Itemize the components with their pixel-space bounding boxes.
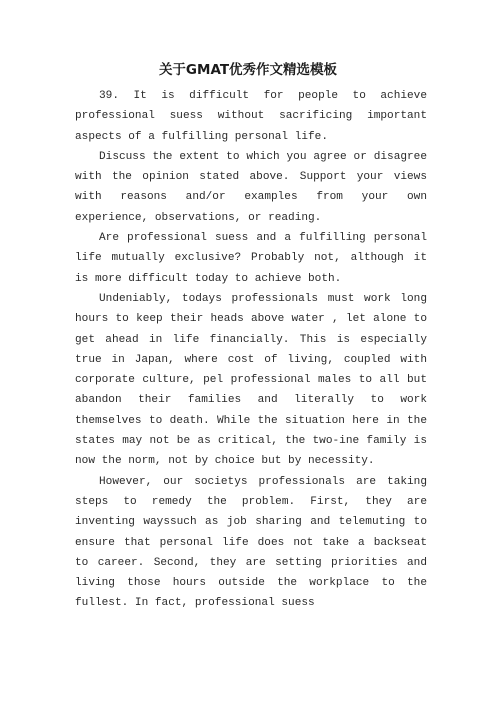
body-paragraph-1: Undeniably, todays professionals must work long hours to keep their heads above water , let alone to get ahead in life financially. This is especially true in Japan, where cost of living, coupled with corporate culture, pel professional males to all but abandon their families and literally to work themselves to death. While the situation here in the states may not be as critical, the two-ine family is now the norm, not by choice but by necessity. xyxy=(75,292,427,468)
instructions-paragraph: Discuss the extent to which you agree or disagree with the opinion stated above. Support your views with reasons and/or examples from your own experience, observations, or reading. xyxy=(75,150,427,224)
intro-paragraph: Are professional suess and a fulfilling personal life mutually exclusive? Probably not, although it is more difficult today to achieve both. xyxy=(75,232,427,285)
document-title: 关于GMAT优秀作文精选模板 xyxy=(158,62,338,78)
prompt-paragraph: 39. It is difficult for people to achieve professional suess without sacrificing important aspects of a fulfilling personal life. xyxy=(75,90,427,143)
document-body xyxy=(75,86,427,614)
body-paragraph-2: However, our societys professionals are taking steps to remedy the problem. First, they are inventing wayssuch as job sharing and telemuting to ensure that personal life does not take a backseat to career. Second, they are setting priorities and living those hours outside the workplace to the fullest. In fact, professional suess xyxy=(75,475,427,610)
